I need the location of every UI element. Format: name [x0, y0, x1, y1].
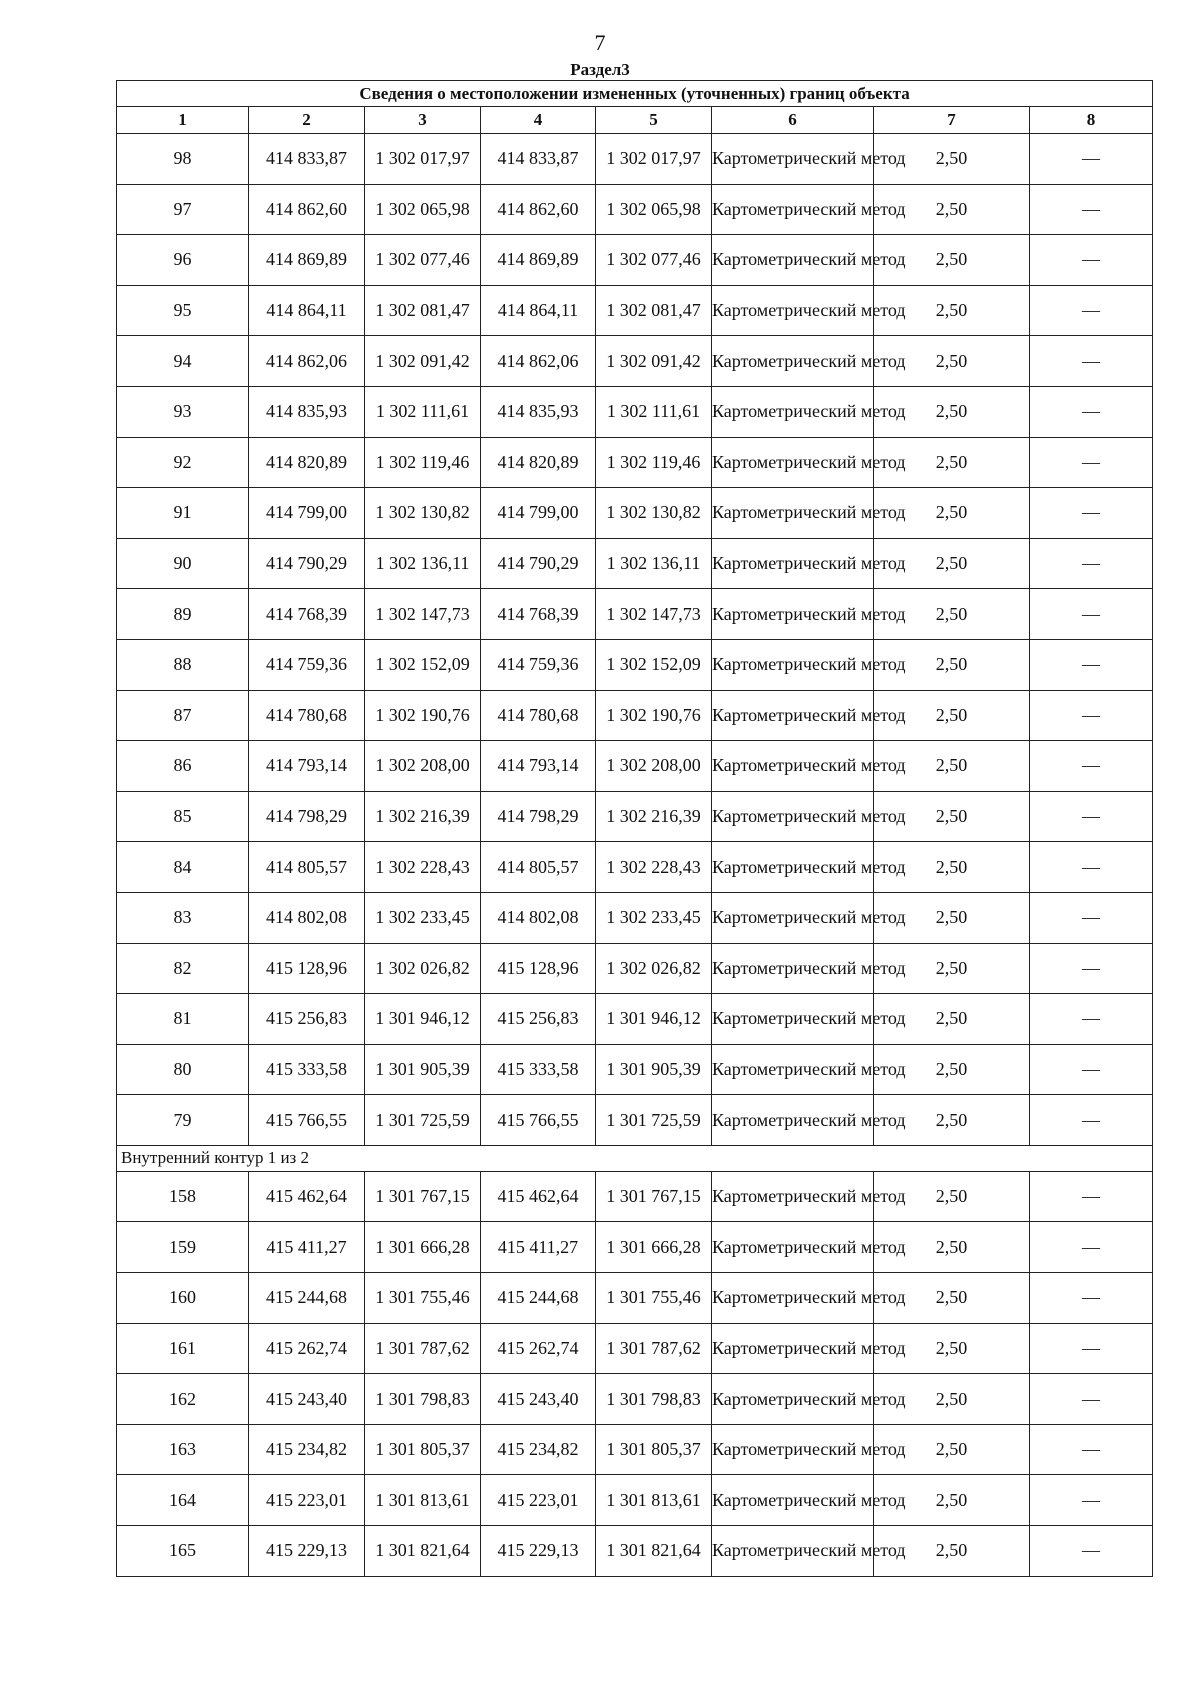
- cell-accuracy: 2,50: [874, 791, 1030, 842]
- cell-y-existing: 1 301 946,12: [365, 994, 481, 1045]
- table-row: [117, 1374, 1153, 1425]
- cell-method: Картометрический метод: [712, 791, 874, 842]
- cell-method: Картометрический метод: [712, 589, 874, 640]
- cell-accuracy: 2,50: [874, 488, 1030, 539]
- cell-y-new: 1 302 077,46: [596, 235, 712, 286]
- table-row: [117, 842, 1153, 893]
- table-row: [117, 791, 1153, 842]
- cell-description: —: [1030, 336, 1153, 387]
- cell-method: Картометрический метод: [712, 437, 874, 488]
- cell-y-existing: 1 302 152,09: [365, 639, 481, 690]
- cell-x-new: 415 411,27: [481, 1222, 596, 1273]
- cell-x-new: 414 798,29: [481, 791, 596, 842]
- cell-method: Картометрический метод: [712, 336, 874, 387]
- cell-x-existing: 415 262,74: [249, 1323, 365, 1374]
- cell-x-new: 414 802,08: [481, 892, 596, 943]
- cell-description: —: [1030, 639, 1153, 690]
- cell-description: —: [1030, 741, 1153, 792]
- boundary-coordinates-table: [116, 80, 1153, 1577]
- cell-description: —: [1030, 892, 1153, 943]
- cell-method: Картометрический метод: [712, 184, 874, 235]
- cell-accuracy: 2,50: [874, 437, 1030, 488]
- cell-description: —: [1030, 943, 1153, 994]
- cell-y-new: 1 302 228,43: [596, 842, 712, 893]
- cell-point-number: 97: [117, 184, 249, 235]
- cell-y-existing: 1 302 091,42: [365, 336, 481, 387]
- cell-y-new: 1 301 946,12: [596, 994, 712, 1045]
- cell-y-existing: 1 301 821,64: [365, 1526, 481, 1577]
- cell-accuracy: 2,50: [874, 842, 1030, 893]
- cell-method: Картометрический метод: [712, 892, 874, 943]
- table-row: [117, 1424, 1153, 1475]
- table-row: [117, 235, 1153, 286]
- cell-accuracy: 2,50: [874, 134, 1030, 185]
- cell-y-existing: 1 301 755,46: [365, 1273, 481, 1324]
- cell-method: Картометрический метод: [712, 1323, 874, 1374]
- cell-method: Картометрический метод: [712, 488, 874, 539]
- cell-y-existing: 1 302 119,46: [365, 437, 481, 488]
- cell-x-new: 415 262,74: [481, 1323, 596, 1374]
- table-row: [117, 1171, 1153, 1222]
- cell-y-existing: 1 301 666,28: [365, 1222, 481, 1273]
- cell-accuracy: 2,50: [874, 994, 1030, 1045]
- cell-y-existing: 1 302 065,98: [365, 184, 481, 235]
- cell-x-new: 415 333,58: [481, 1044, 596, 1095]
- cell-x-existing: 414 862,06: [249, 336, 365, 387]
- cell-x-existing: 414 759,36: [249, 639, 365, 690]
- cell-x-existing: 415 244,68: [249, 1273, 365, 1324]
- cell-method: Картометрический метод: [712, 386, 874, 437]
- cell-y-new: 1 301 787,62: [596, 1323, 712, 1374]
- cell-x-new: 414 820,89: [481, 437, 596, 488]
- cell-description: —: [1030, 1526, 1153, 1577]
- cell-y-new: 1 302 190,76: [596, 690, 712, 741]
- cell-y-new: 1 301 805,37: [596, 1424, 712, 1475]
- cell-accuracy: 2,50: [874, 386, 1030, 437]
- cell-description: —: [1030, 184, 1153, 235]
- table-row: [117, 386, 1153, 437]
- cell-description: —: [1030, 1222, 1153, 1273]
- cell-description: —: [1030, 488, 1153, 539]
- cell-x-new: 414 780,68: [481, 690, 596, 741]
- table-row: [117, 690, 1153, 741]
- table-row: [117, 639, 1153, 690]
- cell-point-number: 84: [117, 842, 249, 893]
- cell-point-number: 81: [117, 994, 249, 1045]
- cell-y-new: 1 302 152,09: [596, 639, 712, 690]
- cell-x-new: 414 790,29: [481, 538, 596, 589]
- cell-x-new: 415 766,55: [481, 1095, 596, 1146]
- table-row: [117, 1222, 1153, 1273]
- contour-label: Внутренний контур 1 из 2: [117, 1145, 1153, 1171]
- cell-method: Картометрический метод: [712, 1222, 874, 1273]
- cell-x-new: 415 462,64: [481, 1171, 596, 1222]
- cell-y-new: 1 301 725,59: [596, 1095, 712, 1146]
- cell-y-existing: 1 302 147,73: [365, 589, 481, 640]
- cell-description: —: [1030, 994, 1153, 1045]
- cell-method: Картометрический метод: [712, 1424, 874, 1475]
- column-number-cell: 4: [481, 107, 596, 134]
- cell-x-existing: 414 864,11: [249, 285, 365, 336]
- cell-x-new: 414 759,36: [481, 639, 596, 690]
- cell-method: Картометрический метод: [712, 1044, 874, 1095]
- cell-accuracy: 2,50: [874, 1044, 1030, 1095]
- cell-x-new: 414 799,00: [481, 488, 596, 539]
- cell-x-existing: 415 411,27: [249, 1222, 365, 1273]
- table-row: [117, 741, 1153, 792]
- cell-y-existing: 1 302 081,47: [365, 285, 481, 336]
- cell-x-new: 414 869,89: [481, 235, 596, 286]
- cell-point-number: 98: [117, 134, 249, 185]
- cell-y-new: 1 302 233,45: [596, 892, 712, 943]
- cell-x-new: 414 833,87: [481, 134, 596, 185]
- cell-x-existing: 415 223,01: [249, 1475, 365, 1526]
- cell-x-existing: 415 766,55: [249, 1095, 365, 1146]
- cell-description: —: [1030, 285, 1153, 336]
- cell-y-new: 1 302 111,61: [596, 386, 712, 437]
- cell-accuracy: 2,50: [874, 538, 1030, 589]
- cell-y-existing: 1 301 813,61: [365, 1475, 481, 1526]
- cell-y-existing: 1 301 787,62: [365, 1323, 481, 1374]
- cell-y-existing: 1 302 233,45: [365, 892, 481, 943]
- cell-point-number: 162: [117, 1374, 249, 1425]
- cell-y-new: 1 302 216,39: [596, 791, 712, 842]
- cell-y-new: 1 301 905,39: [596, 1044, 712, 1095]
- column-number-cell: 1: [117, 107, 249, 134]
- cell-method: Картометрический метод: [712, 1273, 874, 1324]
- cell-method: Картометрический метод: [712, 285, 874, 336]
- table-row: [117, 1323, 1153, 1374]
- cell-method: Картометрический метод: [712, 538, 874, 589]
- cell-accuracy: 2,50: [874, 741, 1030, 792]
- cell-method: Картометрический метод: [712, 1475, 874, 1526]
- cell-point-number: 161: [117, 1323, 249, 1374]
- cell-point-number: 88: [117, 639, 249, 690]
- cell-y-new: 1 302 091,42: [596, 336, 712, 387]
- cell-y-existing: 1 302 216,39: [365, 791, 481, 842]
- cell-description: —: [1030, 538, 1153, 589]
- cell-method: Картометрический метод: [712, 1526, 874, 1577]
- cell-description: —: [1030, 842, 1153, 893]
- cell-x-existing: 414 862,60: [249, 184, 365, 235]
- table-row: [117, 437, 1153, 488]
- cell-accuracy: 2,50: [874, 943, 1030, 994]
- cell-x-new: 415 229,13: [481, 1526, 596, 1577]
- cell-method: Картометрический метод: [712, 134, 874, 185]
- cell-x-existing: 415 229,13: [249, 1526, 365, 1577]
- table-row: [117, 336, 1153, 387]
- cell-description: —: [1030, 1095, 1153, 1146]
- cell-point-number: 89: [117, 589, 249, 640]
- cell-accuracy: 2,50: [874, 1273, 1030, 1324]
- cell-accuracy: 2,50: [874, 1323, 1030, 1374]
- cell-x-existing: 414 869,89: [249, 235, 365, 286]
- cell-x-new: 414 805,57: [481, 842, 596, 893]
- cell-method: Картометрический метод: [712, 1374, 874, 1425]
- cell-point-number: 163: [117, 1424, 249, 1475]
- cell-y-existing: 1 302 130,82: [365, 488, 481, 539]
- cell-description: —: [1030, 1475, 1153, 1526]
- cell-accuracy: 2,50: [874, 639, 1030, 690]
- cell-method: Картометрический метод: [712, 994, 874, 1045]
- cell-accuracy: 2,50: [874, 1171, 1030, 1222]
- cell-point-number: 96: [117, 235, 249, 286]
- cell-y-new: 1 301 798,83: [596, 1374, 712, 1425]
- contour-label-row: [117, 1145, 1153, 1171]
- cell-accuracy: 2,50: [874, 690, 1030, 741]
- cell-x-existing: 415 462,64: [249, 1171, 365, 1222]
- cell-y-new: 1 302 026,82: [596, 943, 712, 994]
- table-row: [117, 488, 1153, 539]
- section-title: Раздел3: [570, 60, 630, 79]
- cell-accuracy: 2,50: [874, 892, 1030, 943]
- cell-x-existing: 415 234,82: [249, 1424, 365, 1475]
- cell-x-existing: 414 768,39: [249, 589, 365, 640]
- column-number-cell: 5: [596, 107, 712, 134]
- cell-x-new: 414 862,60: [481, 184, 596, 235]
- cell-point-number: 160: [117, 1273, 249, 1324]
- cell-x-existing: 414 799,00: [249, 488, 365, 539]
- column-number-cell: 3: [365, 107, 481, 134]
- column-number-cell: 6: [712, 107, 874, 134]
- cell-description: —: [1030, 437, 1153, 488]
- cell-y-existing: 1 302 136,11: [365, 538, 481, 589]
- table-caption: Сведения о местоположении измененных (уточненных) границ объекта: [117, 81, 1153, 107]
- table-row: [117, 994, 1153, 1045]
- cell-x-existing: 414 835,93: [249, 386, 365, 437]
- cell-y-new: 1 302 136,11: [596, 538, 712, 589]
- cell-x-new: 414 768,39: [481, 589, 596, 640]
- cell-x-existing: 415 333,58: [249, 1044, 365, 1095]
- cell-x-existing: 414 793,14: [249, 741, 365, 792]
- cell-x-new: 414 835,93: [481, 386, 596, 437]
- cell-y-new: 1 302 147,73: [596, 589, 712, 640]
- table-row: [117, 1475, 1153, 1526]
- cell-y-new: 1 302 081,47: [596, 285, 712, 336]
- column-number-row: [117, 107, 1153, 134]
- cell-y-new: 1 301 767,15: [596, 1171, 712, 1222]
- table-row: [117, 285, 1153, 336]
- cell-point-number: 165: [117, 1526, 249, 1577]
- cell-x-existing: 414 798,29: [249, 791, 365, 842]
- cell-description: —: [1030, 386, 1153, 437]
- cell-point-number: 95: [117, 285, 249, 336]
- cell-x-existing: 414 790,29: [249, 538, 365, 589]
- cell-x-existing: 415 256,83: [249, 994, 365, 1045]
- cell-y-existing: 1 302 228,43: [365, 842, 481, 893]
- page-number: 7: [594, 30, 606, 55]
- column-number-cell: 7: [874, 107, 1030, 134]
- cell-x-new: 414 793,14: [481, 741, 596, 792]
- table-row: [117, 892, 1153, 943]
- cell-method: Картометрический метод: [712, 943, 874, 994]
- cell-point-number: 92: [117, 437, 249, 488]
- cell-accuracy: 2,50: [874, 184, 1030, 235]
- cell-point-number: 158: [117, 1171, 249, 1222]
- cell-y-new: 1 301 755,46: [596, 1273, 712, 1324]
- cell-accuracy: 2,50: [874, 1095, 1030, 1146]
- cell-y-existing: 1 301 805,37: [365, 1424, 481, 1475]
- cell-y-existing: 1 301 798,83: [365, 1374, 481, 1425]
- table-row: [117, 1044, 1153, 1095]
- cell-y-existing: 1 301 725,59: [365, 1095, 481, 1146]
- cell-accuracy: 2,50: [874, 589, 1030, 640]
- cell-point-number: 164: [117, 1475, 249, 1526]
- cell-x-new: 415 223,01: [481, 1475, 596, 1526]
- cell-x-new: 415 244,68: [481, 1273, 596, 1324]
- cell-description: —: [1030, 1374, 1153, 1425]
- cell-point-number: 86: [117, 741, 249, 792]
- table-row: [117, 134, 1153, 185]
- cell-description: —: [1030, 1424, 1153, 1475]
- cell-x-existing: 415 243,40: [249, 1374, 365, 1425]
- table-row: [117, 589, 1153, 640]
- cell-accuracy: 2,50: [874, 1222, 1030, 1273]
- cell-point-number: 91: [117, 488, 249, 539]
- cell-accuracy: 2,50: [874, 285, 1030, 336]
- cell-point-number: 87: [117, 690, 249, 741]
- cell-y-existing: 1 302 111,61: [365, 386, 481, 437]
- cell-y-new: 1 302 017,97: [596, 134, 712, 185]
- cell-accuracy: 2,50: [874, 1424, 1030, 1475]
- cell-y-existing: 1 302 017,97: [365, 134, 481, 185]
- cell-point-number: 93: [117, 386, 249, 437]
- cell-y-new: 1 301 813,61: [596, 1475, 712, 1526]
- cell-y-existing: 1 302 190,76: [365, 690, 481, 741]
- cell-point-number: 90: [117, 538, 249, 589]
- cell-y-new: 1 302 065,98: [596, 184, 712, 235]
- cell-method: Картометрический метод: [712, 1171, 874, 1222]
- cell-description: —: [1030, 134, 1153, 185]
- cell-description: —: [1030, 1323, 1153, 1374]
- cell-accuracy: 2,50: [874, 235, 1030, 286]
- cell-x-new: 415 128,96: [481, 943, 596, 994]
- cell-x-new: 415 256,83: [481, 994, 596, 1045]
- cell-x-existing: 414 780,68: [249, 690, 365, 741]
- cell-method: Картометрический метод: [712, 235, 874, 286]
- column-number-cell: 8: [1030, 107, 1153, 134]
- cell-y-new: 1 301 821,64: [596, 1526, 712, 1577]
- cell-accuracy: 2,50: [874, 1475, 1030, 1526]
- cell-y-existing: 1 301 767,15: [365, 1171, 481, 1222]
- cell-method: Картометрический метод: [712, 1095, 874, 1146]
- cell-x-existing: 414 805,57: [249, 842, 365, 893]
- table-row: [117, 1095, 1153, 1146]
- cell-accuracy: 2,50: [874, 1526, 1030, 1577]
- cell-description: —: [1030, 1273, 1153, 1324]
- cell-y-new: 1 302 119,46: [596, 437, 712, 488]
- cell-accuracy: 2,50: [874, 336, 1030, 387]
- cell-description: —: [1030, 235, 1153, 286]
- cell-point-number: 79: [117, 1095, 249, 1146]
- table-row: [117, 538, 1153, 589]
- cell-description: —: [1030, 791, 1153, 842]
- cell-description: —: [1030, 589, 1153, 640]
- cell-method: Картометрический метод: [712, 741, 874, 792]
- column-number-cell: 2: [249, 107, 365, 134]
- cell-method: Картометрический метод: [712, 639, 874, 690]
- cell-x-new: 415 234,82: [481, 1424, 596, 1475]
- cell-description: —: [1030, 690, 1153, 741]
- cell-y-new: 1 302 130,82: [596, 488, 712, 539]
- cell-description: —: [1030, 1171, 1153, 1222]
- cell-method: Картометрический метод: [712, 690, 874, 741]
- cell-x-new: 415 243,40: [481, 1374, 596, 1425]
- cell-x-existing: 414 820,89: [249, 437, 365, 488]
- cell-y-existing: 1 302 026,82: [365, 943, 481, 994]
- cell-point-number: 83: [117, 892, 249, 943]
- cell-x-new: 414 862,06: [481, 336, 596, 387]
- cell-y-new: 1 301 666,28: [596, 1222, 712, 1273]
- table-row: [117, 1273, 1153, 1324]
- cell-y-existing: 1 302 208,00: [365, 741, 481, 792]
- cell-point-number: 85: [117, 791, 249, 842]
- cell-x-existing: 415 128,96: [249, 943, 365, 994]
- cell-x-existing: 414 802,08: [249, 892, 365, 943]
- cell-point-number: 82: [117, 943, 249, 994]
- cell-point-number: 94: [117, 336, 249, 387]
- cell-method: Картометрический метод: [712, 842, 874, 893]
- cell-accuracy: 2,50: [874, 1374, 1030, 1425]
- table-row: [117, 1526, 1153, 1577]
- cell-y-existing: 1 302 077,46: [365, 235, 481, 286]
- cell-point-number: 80: [117, 1044, 249, 1095]
- cell-x-new: 414 864,11: [481, 285, 596, 336]
- cell-x-existing: 414 833,87: [249, 134, 365, 185]
- cell-y-new: 1 302 208,00: [596, 741, 712, 792]
- cell-y-existing: 1 301 905,39: [365, 1044, 481, 1095]
- cell-point-number: 159: [117, 1222, 249, 1273]
- cell-description: —: [1030, 1044, 1153, 1095]
- table-row: [117, 943, 1153, 994]
- table-row: [117, 184, 1153, 235]
